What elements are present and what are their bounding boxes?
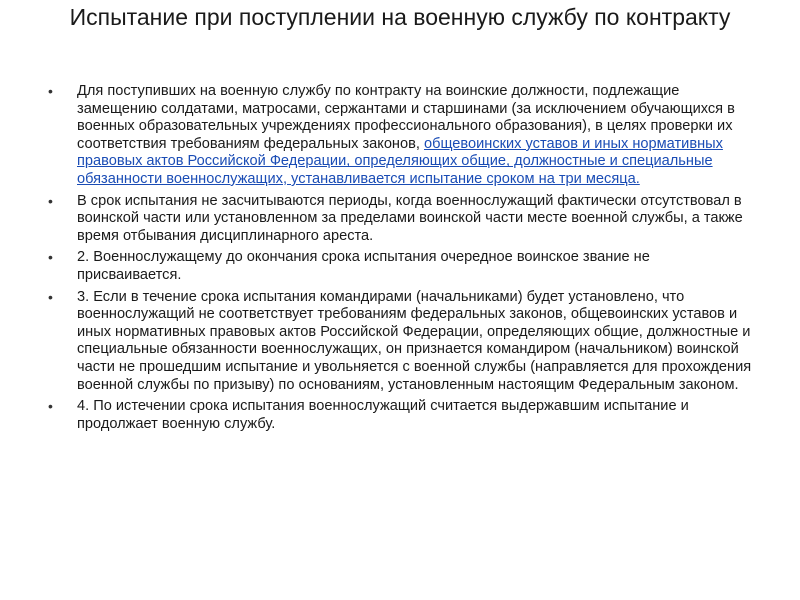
- bullet-icon: •: [48, 192, 53, 209]
- item-number: 2.: [77, 249, 90, 266]
- item-text: Военнослужащему до окончания срока испытания очередное воинское звание не присваивается.: [77, 249, 650, 283]
- item-text: По истечении срока испытания военнослужащий считается выдержавшим испытание и продолжает военную службу.: [77, 398, 689, 432]
- bullet-icon: •: [48, 83, 53, 99]
- item-text: В срок испытания не засчитываются периоды, когда военнослужащий фактически отсутствовал в воинской части или установленном за пределами воинской части месте военной службы, а также время отбывания дисциплинарного ареста.: [77, 192, 743, 244]
- law-reference-link[interactable]: общевоинских уставов и иных нормативных правовых актов Российской Федерации, определяющих общие, должностные и специальные обязанности военнослужащих, устанавливается испытание сроком на три месяца.: [77, 135, 723, 187]
- item-text: Для поступивших на военную службу по контракту на воинские должности, подлежащие замещению солдатами, матросами, сержантами и старшинами (за исключением обучающихся в военных образовательных учреждениях профессионального образования), в целях проверки их соответствия требованиям федеральных законов,: [77, 83, 735, 152]
- bullet-icon: •: [48, 398, 53, 415]
- bullet-icon: •: [48, 249, 53, 266]
- item-number: 3.: [77, 288, 90, 305]
- bullet-list: [48, 83, 756, 437]
- list-item: [48, 83, 756, 189]
- list-item: [48, 289, 756, 395]
- item-number: 4.: [77, 398, 90, 415]
- list-item: [48, 193, 756, 246]
- bullet-icon: •: [48, 288, 53, 305]
- slide-title: Испытание при поступлении на военную службу по контракту: [69, 4, 731, 30]
- item-text: Если в течение срока испытания командирами (начальниками) будет установлено, что военнослужащий не соответствует требованиям федеральных законов, общевоинских уставов и иных нормативных правовых актов Российской Федерации, определяющих общие, должностные и специальные обязанности военнослужащих, он признается командиром (начальником) воинской части не прошедшим испытание и увольняется с военной службы (направляется для прохождения военной службы по призыву) по основаниям, установленным настоящим Федеральным законом.: [77, 288, 752, 393]
- list-item: [48, 249, 756, 284]
- list-item: [48, 398, 756, 433]
